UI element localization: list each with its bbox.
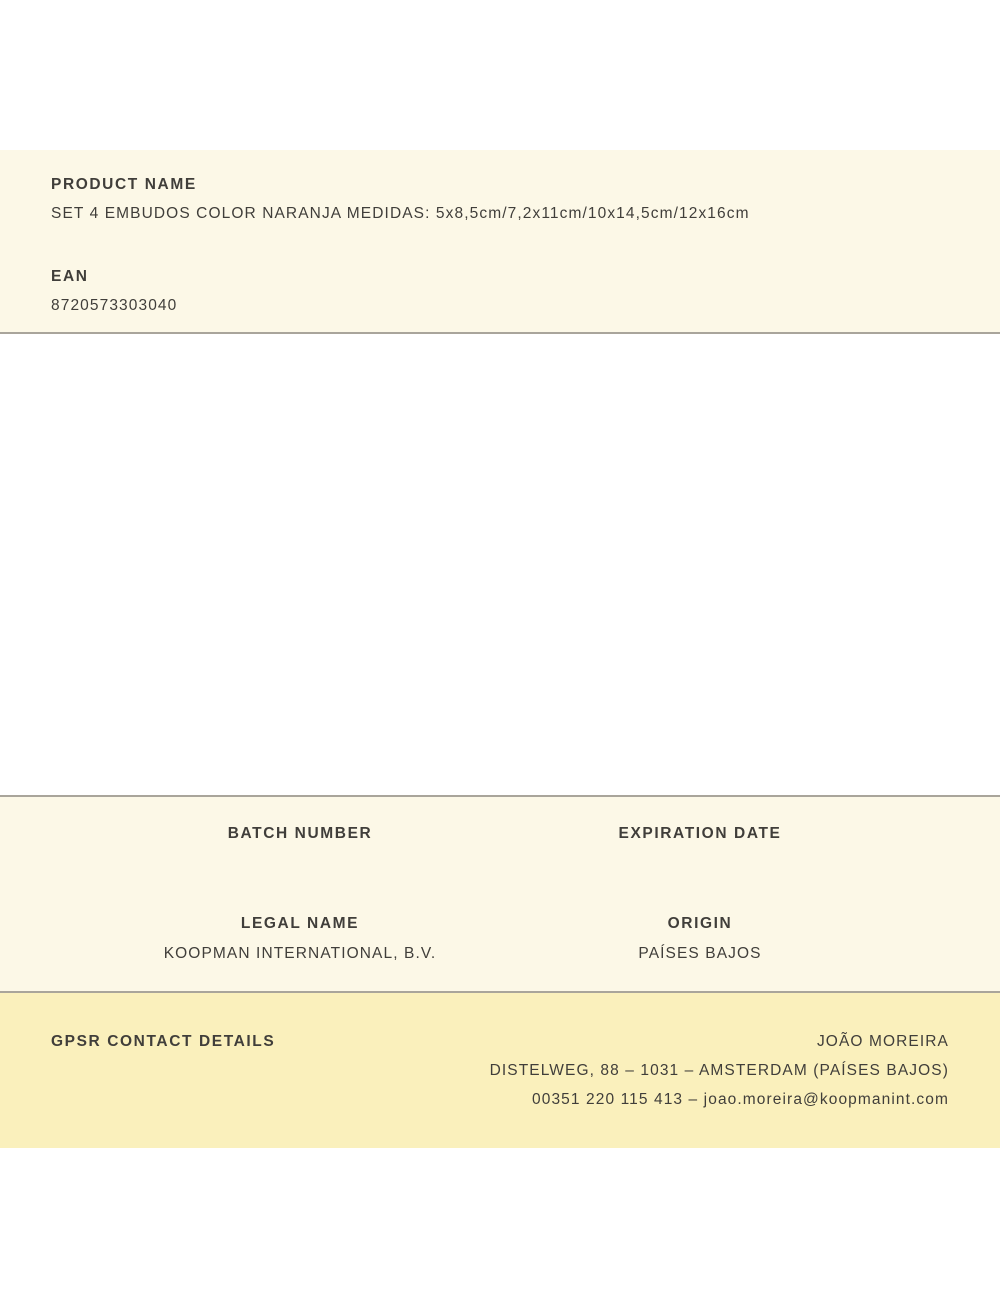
batch-legal-grid (100, 826, 900, 961)
origin-label: ORIGIN (667, 915, 733, 932)
legal-name-value: KOOPMAN INTERNATIONAL, B.V. (163, 945, 437, 962)
origin-cell (500, 916, 900, 961)
spacer (100, 841, 900, 916)
ean-value: 8720573303040 (51, 297, 178, 314)
product-name-value: SET 4 EMBUDOS COLOR NARANJA MEDIDAS: 5x8,5cm/7,2x11cm/10x14,5cm/12x16cm (51, 205, 750, 222)
legal-name-cell (100, 916, 500, 961)
gpsr-contact-section (0, 993, 1000, 1148)
legal-name-label: LEGAL NAME (240, 915, 360, 932)
expiration-date-cell (500, 826, 900, 841)
product-info-section (0, 150, 1000, 334)
spacer (51, 221, 950, 269)
expiration-date-label: EXPIRATION DATE (618, 825, 782, 842)
gpsr-contact-title: GPSR CONTACT DETAILS (51, 1033, 276, 1050)
product-name-label: PRODUCT NAME (51, 176, 197, 193)
batch-number-label: BATCH NUMBER (227, 825, 373, 842)
origin-value: PAÍSES BAJOS (638, 945, 762, 962)
gpsr-contact-name: JOÃO MOREIRA (816, 1033, 949, 1050)
gpsr-contact-address: DISTELWEG, 88 – 1031 – AMSTERDAM (PAÍSES BAJOS) (489, 1062, 949, 1079)
ean-label: EAN (51, 268, 89, 285)
gpsr-contact-block (490, 1034, 949, 1108)
batch-number-cell (100, 826, 500, 841)
batch-legal-section (0, 795, 1000, 993)
gpsr-contact-phone-email: 00351 220 115 413 – joao.moreira@koopmanint.com (532, 1091, 949, 1108)
